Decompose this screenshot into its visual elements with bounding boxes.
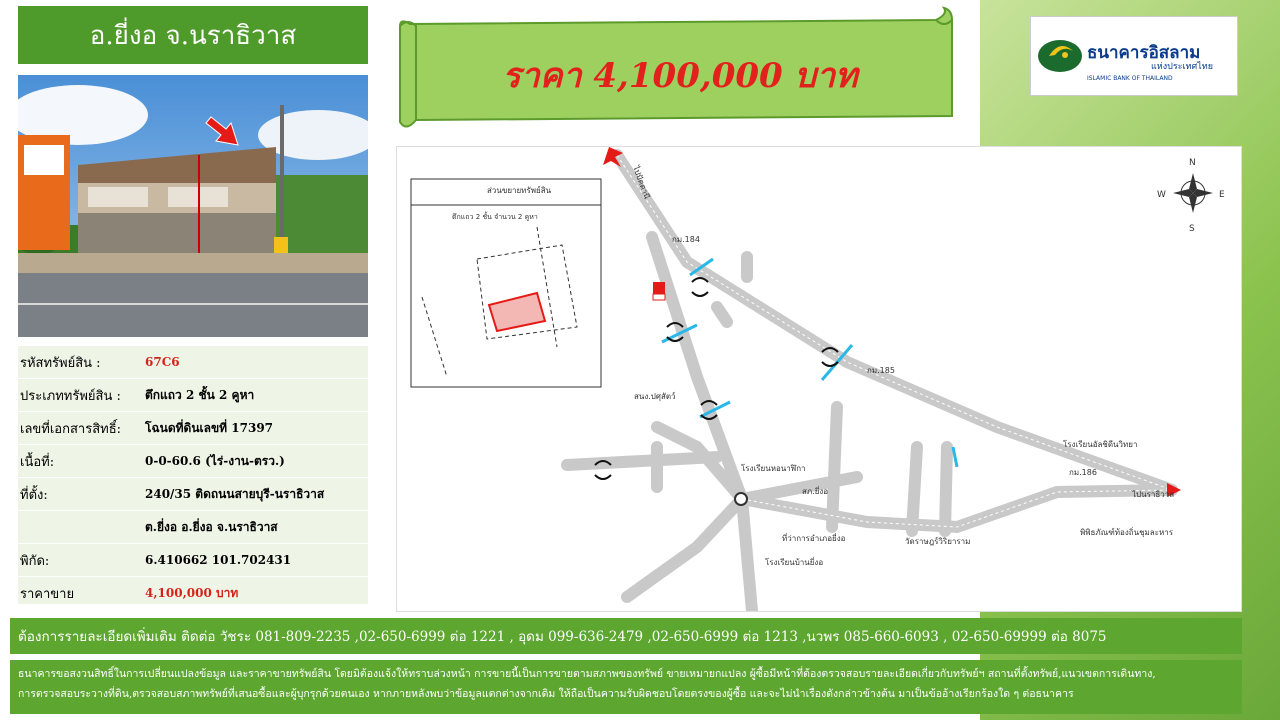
info-label: ที่ตั้ง: — [20, 487, 48, 503]
compass-s: S — [1189, 224, 1195, 234]
info-row-code — [18, 346, 368, 379]
label-to-pattani: ไปปัตตานี — [631, 164, 652, 201]
property-info-table — [18, 346, 368, 604]
label-km185: กม.185 — [867, 366, 895, 375]
info-row-deed — [18, 412, 368, 445]
info-value: 0-0-60.6 (ไร่-งาน-ตรว.) — [145, 453, 285, 468]
disclaimer-line: ธนาคารขอสงวนสิทธิ์ในการเปลี่ยนแปลงข้อมูล และราคาขายทรัพย์สิน โดยมิต้องแจ้งให้ทราบล่วงหน้า การขายนี้เป็นการขายตามสภาพของทรัพย์ ขายเหมายกแปลง ผู้ซื้อมีหน้าที่ต้องตรวจสอบรายละเอียดเกี่ยวกับทรัพย์ฯ สถานที่ตั้งทรัพย์,แนวเขตการเดินทาง, — [18, 668, 1156, 680]
label-temple: วัดราษฎร์วิริยาราม — [905, 537, 971, 546]
label-school-yingo: โรงเรียนบ้านยี่งอ — [765, 558, 824, 567]
compass-n: N — [1189, 158, 1196, 168]
label-school-pondok: โรงเรียนหอนาฬิกา — [741, 464, 806, 473]
info-value: 240/35 ติดถนนสายบุรี-นราธิวาส — [145, 486, 325, 501]
bank-subtitle: แห่งประเทศไทย — [1151, 62, 1213, 72]
disclaimer-line: การตรวจสอบระวางที่ดิน,ตรวจสอบสภาพทรัพย์ที่เสนอซื้อและผู้บุกรุกด้วยตนเอง หากภายหลังพบว่าข้อมูลแตกต่างจากเดิม ให้ถือเป็นความรับผิดชอบโดยตรงของผู้ซื้อ และจะไม่นำเรื่องดังกล่าวข้างต้น มาเป็นข้ออ้างเรียกร้องใด ๆ ต่อธนาคาร — [18, 688, 1074, 700]
info-row-coordinates — [18, 544, 368, 577]
info-row-address — [18, 478, 368, 511]
bank-logo — [1030, 16, 1238, 96]
label-district-office: ที่ว่าการอำเภอยี่งอ — [782, 534, 846, 543]
location-map — [396, 146, 1242, 612]
info-value: ต.ยี่งอ อ.ยี่งอ จ.นราธิวาส — [145, 519, 278, 534]
info-value: 6.410662 101.702431 — [145, 553, 292, 567]
compass-w: W — [1157, 190, 1166, 200]
label-police: สภ.ยี่งอ — [802, 487, 829, 496]
info-label: พิกัด: — [20, 553, 50, 569]
info-label: ราคาขาย — [20, 586, 75, 602]
compass-icon — [1157, 158, 1225, 234]
info-label: ประเภททรัพย์สิน : — [20, 388, 121, 404]
inset-subtitle: ตึกแถว 2 ชั้น จำนวน 2 คูหา — [452, 213, 538, 221]
contact-info-bar: ต้องการรายละเอียดเพิ่มเติม ติดต่อ วัชระ 081-809-2235 ,02-650-6999 ต่อ 1221 , อุดม 099-636-2479 ,02-650-6999 ต่อ 1213 ,นวพร 085-660-6093 , 02-650-69999 ต่อ 8075 — [10, 618, 1242, 654]
price-text: ราคา 4,100,000 บาท — [502, 56, 858, 96]
bank-name: ธนาคารอิสลาม — [1087, 43, 1201, 63]
label-km186: กม.186 — [1069, 468, 1097, 477]
label-to-narathiwat: ไปนราธิวาส — [1132, 490, 1175, 499]
bank-name-en: ISLAMIC BANK OF THAILAND — [1087, 75, 1173, 82]
inset-map-frame — [411, 179, 601, 387]
disclaimer-bar — [10, 660, 1242, 714]
bank-emblem-icon — [1035, 31, 1085, 81]
info-row-type — [18, 379, 368, 412]
label-livestock: สนง.ปศุสัตว์ — [634, 392, 676, 401]
info-value: โฉนดที่ดินเลขที่ 17397 — [145, 420, 274, 435]
info-row-address-2 — [18, 511, 368, 544]
property-marker-icon — [653, 282, 665, 294]
property-photo — [18, 75, 368, 337]
compass-e: E — [1219, 190, 1225, 200]
info-value: 4,100,000 บาท — [145, 585, 239, 600]
info-label: เนื้อที่: — [20, 454, 55, 470]
info-label: รหัสทรัพย์สิน : — [20, 355, 101, 371]
info-value: ตึกแถว 2 ชั้น 2 คูหา — [145, 387, 255, 402]
info-row-price — [18, 577, 368, 610]
info-label: เลขที่เอกสารสิทธิ์: — [20, 421, 122, 437]
label-school-saiyid: โรงเรียนอัลชิดีนวิทยา — [1063, 440, 1138, 449]
location-title: อ.ยี่งอ จ.นราธิวาส — [18, 6, 368, 64]
label-museum: พิพิธภัณฑ์ท้องถิ่นชุมละหาร — [1080, 528, 1174, 537]
info-row-area — [18, 445, 368, 478]
inset-title: ส่วนขยายทรัพย์สิน — [487, 186, 552, 195]
label-km184: กม.184 — [672, 235, 700, 244]
info-value: 67C6 — [145, 355, 180, 369]
